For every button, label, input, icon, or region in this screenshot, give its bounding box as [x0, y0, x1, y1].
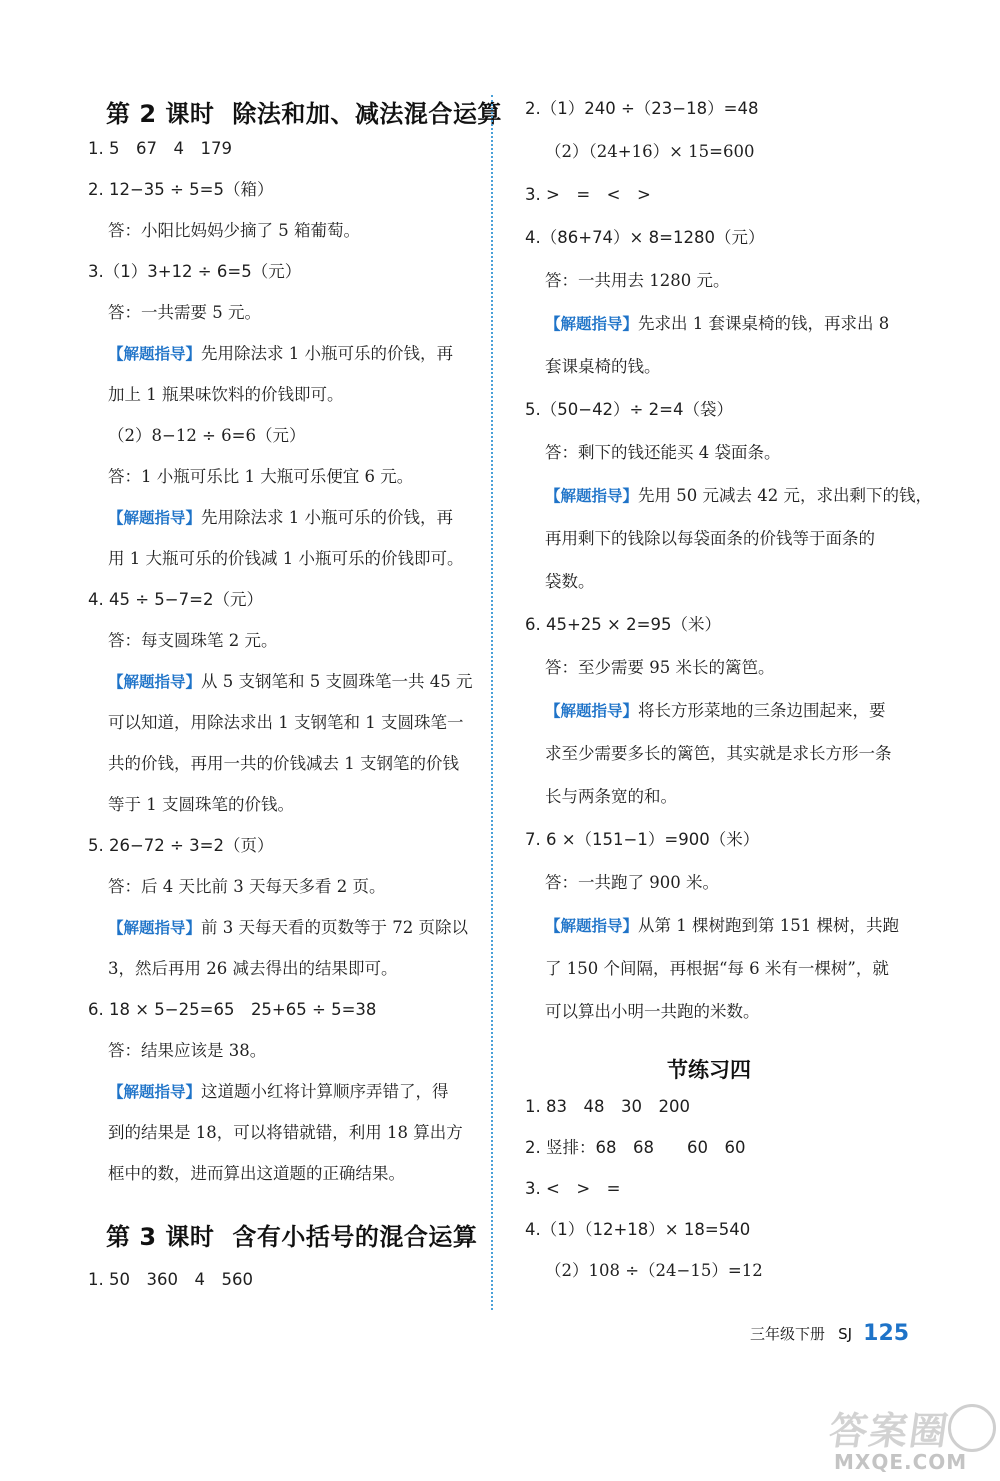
answer-line: 答：小阳比妈妈少摘了 5 箱葡萄。	[108, 221, 360, 240]
answer-line: 答：每支圆珠笔 2 元。	[108, 631, 278, 650]
answer-line: 5. 26−72 ÷ 3=2（页）	[88, 836, 274, 855]
guidance-paragraph: 【解题指导】从第 1 棵树跑到第 151 棵树，共跑	[545, 916, 899, 935]
series-label: SJ	[838, 1324, 853, 1343]
answer-line: 3. < > =	[525, 1179, 621, 1198]
lesson-2-heading	[106, 94, 502, 129]
guidance-paragraph: 【解题指导】这道题小红将计算顺序弄错了，得	[108, 1082, 449, 1101]
answer-line: 共的价钱，再用一共的价钱减去 1 支钢笔的价钱	[108, 754, 459, 773]
answer-line: 2. 12−35 ÷ 5=5（箱）	[88, 180, 274, 199]
answer-line: 答：剩下的钱还能买 4 袋面条。	[545, 443, 781, 462]
right-column	[525, 80, 932, 1310]
answer-line: 了 150 个间隔，再根据“每 6 米有一棵树”，就	[545, 959, 889, 978]
answer-line: （2）8−12 ÷ 6=6（元）	[108, 426, 306, 445]
guidance-paragraph: 【解题指导】从 5 支钢笔和 5 支圆珠笔一共 45 元	[108, 672, 473, 691]
left-column	[88, 80, 502, 1310]
page-number: 125	[863, 1321, 910, 1346]
guidance-paragraph: 【解题指导】先用除法求 1 小瓶可乐的价钱，再	[108, 344, 454, 363]
answer-line: 答：结果应该是 38。	[108, 1041, 267, 1060]
guidance-tag: 【解题指导】	[108, 345, 202, 363]
answer-line: 可以知道，用除法求出 1 支钢笔和 1 支圆珠笔一	[108, 713, 464, 732]
answer-line: 答：一共需要 5 元。	[108, 303, 261, 322]
answer-line: 6. 18 × 5−25=65 25+65 ÷ 5=38	[88, 1000, 377, 1019]
guidance-tag: 【解题指导】	[545, 487, 639, 505]
answer-line: 套课桌椅的钱。	[545, 357, 661, 376]
answer-line: 4.（1）（12+18）× 18=540	[525, 1220, 751, 1239]
answer-line: 2.（1）240 ÷（23−18）=48	[525, 99, 759, 118]
guidance-paragraph: 【解题指导】将长方形菜地的三条边围起来，要	[545, 701, 886, 720]
grade-label: 三年级下册	[750, 1325, 826, 1343]
answer-line: 等于 1 支圆珠笔的价钱。	[108, 795, 294, 814]
answer-line: 答：一共跑了 900 米。	[545, 873, 719, 892]
answer-line: 1. 50 360 4 560	[88, 1270, 253, 1289]
answer-line: 6. 45+25 × 2=95（米）	[525, 615, 721, 634]
answer-line: 框中的数，进而算出这道题的正确结果。	[108, 1164, 405, 1183]
guidance-paragraph: 【解题指导】先用 50 元减去 42 元，求出剩下的钱，	[545, 486, 932, 505]
lesson-title: 含有小括号的混合运算	[232, 1223, 478, 1251]
answer-line: 答：至少需要 95 米长的篱笆。	[545, 658, 775, 677]
answer-line: 答：一共用去 1280 元。	[545, 271, 730, 290]
answer-line: 3.（1）3+12 ÷ 6=5（元）	[88, 262, 302, 281]
answer-line: 加上 1 瓶果味饮料的价钱即可。	[108, 385, 344, 404]
lesson-3-heading	[106, 1217, 477, 1252]
guidance-paragraph: 【解题指导】前 3 天每天看的页数等于 72 页除以	[108, 918, 468, 937]
page-footer	[750, 1321, 909, 1346]
answer-line: 求至少需要多长的篱笆，其实就是求长方形一条	[545, 744, 892, 763]
answer-line: 答：1 小瓶可乐比 1 大瓶可乐便宜 6 元。	[108, 467, 414, 486]
answer-line: （2）（24+16）× 15=600	[545, 142, 755, 161]
guidance-tag: 【解题指导】	[108, 673, 202, 691]
answer-line: 再用剩下的钱除以每袋面条的价钱等于面条的	[545, 529, 875, 548]
answer-line: 5.（50−42）÷ 2=4（袋）	[525, 400, 733, 419]
answer-line: 2. 竖排：68 68 60 60	[525, 1138, 746, 1157]
answer-line: 1. 5 67 4 179	[88, 139, 232, 158]
answer-line: 用 1 大瓶可乐的价钱减 1 小瓶可乐的价钱即可。	[108, 549, 464, 568]
answer-line: 到的结果是 18，可以将错就错，利用 18 算出方	[108, 1123, 463, 1142]
column-divider	[491, 95, 493, 1310]
guidance-tag: 【解题指导】	[545, 917, 639, 935]
answer-line: 3. > = < >	[525, 185, 651, 204]
answer-line: 袋数。	[545, 572, 595, 591]
answer-line: 长与两条宽的和。	[545, 787, 677, 806]
guidance-paragraph: 【解题指导】先求出 1 套课桌椅的钱，再求出 8	[545, 314, 890, 333]
answer-line: 答：后 4 天比前 3 天每天多看 2 页。	[108, 877, 386, 896]
answer-line: 4.（86+74）× 8=1280（元）	[525, 228, 765, 247]
answer-line: （2）108 ÷（24−15）=12	[545, 1261, 763, 1280]
guidance-tag: 【解题指导】	[108, 919, 202, 937]
watermark	[826, 1400, 995, 1475]
watermark-logo: 答案圈	[826, 1409, 953, 1453]
lesson-title: 除法和加、减法混合运算	[232, 100, 502, 128]
lesson-number: 第 3 课时	[106, 1223, 215, 1251]
lesson-number: 第 2 课时	[106, 100, 215, 128]
answer-line: 1. 83 48 30 200	[525, 1097, 690, 1116]
guidance-tag: 【解题指导】	[108, 509, 202, 527]
section-title: 节练习四	[667, 1058, 751, 1082]
watermark-text: MXQE.COM	[834, 1450, 968, 1474]
guidance-tag: 【解题指导】	[545, 315, 639, 333]
answer-line: 7. 6 ×（151−1）=900（米）	[525, 830, 760, 849]
answer-line: 3，然后再用 26 减去得出的结果即可。	[108, 959, 398, 978]
guidance-tag: 【解题指导】	[545, 702, 639, 720]
watermark-circle-icon	[948, 1404, 996, 1452]
answer-line: 可以算出小明一共跑的米数。	[545, 1002, 760, 1021]
guidance-tag: 【解题指导】	[108, 1083, 202, 1101]
guidance-paragraph: 【解题指导】先用除法求 1 小瓶可乐的价钱，再	[108, 508, 454, 527]
answer-line: 4. 45 ÷ 5−7=2（元）	[88, 590, 263, 609]
